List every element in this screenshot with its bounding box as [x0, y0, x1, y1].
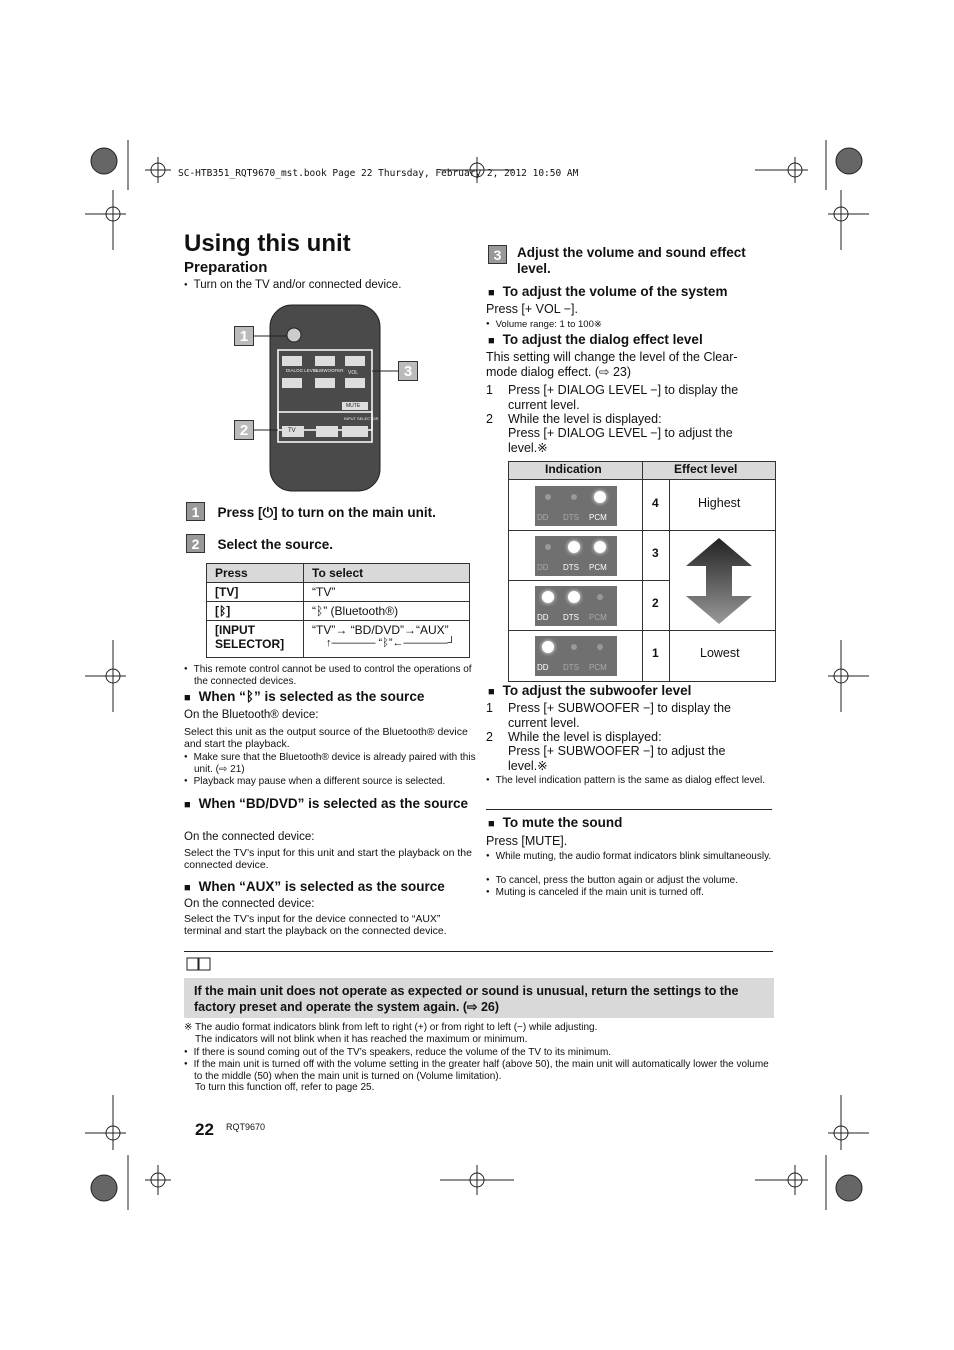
mute-press: Press [MUTE]. [486, 834, 568, 848]
led-off [597, 644, 603, 650]
indicator-label: DTS [563, 663, 579, 672]
bt-text: Select this unit as the output source of the Bluetooth® device and start the playback. [184, 726, 468, 750]
book-icon [186, 957, 212, 971]
cell-press: [INPUT SELECTOR] [207, 621, 304, 658]
cell-select: “ᛒ” (Bluetooth®) [304, 602, 470, 621]
sub-step-2a: While the level is displayed: [508, 730, 662, 744]
sub-heading: ■ To adjust the subwoofer level [488, 683, 691, 698]
indicator-label: DD [537, 613, 549, 622]
mute-button-label: MUTE [346, 403, 361, 409]
cycle-text: “TV”→ “BD/DVD”→“AUX” [312, 623, 449, 637]
callout-1: 1 [234, 326, 254, 346]
bt-sub: On the Bluetooth® device: [184, 709, 319, 721]
bd-sub: On the connected device: [184, 831, 315, 843]
mute-bullet-1: ● While muting, the audio format indicators blink simultaneously. [486, 850, 776, 863]
dialog-text: This setting will change the level of the Clear-mode dialog effect. (⇨ 23) [486, 350, 738, 379]
mute-heading: ■ To mute the sound [488, 815, 622, 830]
warning-text: If the main unit does not operate as expected or sound is unusual, return the settings to the factory preset and operate the system again. (⇨ 26) [194, 984, 739, 1014]
bt-heading: ■ When “ᛒ” is selected as the source [184, 689, 424, 704]
led-on [568, 591, 580, 603]
indicator-label: DTS [563, 563, 579, 572]
led-off [545, 544, 551, 550]
mute-bullet-3: ● Muting is canceled if the main unit is turned off. [486, 886, 776, 899]
cycle-loop: ↑———— “ᛒ”←————┘ [326, 637, 456, 649]
remote-illustration [230, 300, 430, 495]
indicator-row-3 [535, 536, 617, 576]
preparation-heading: Preparation [184, 259, 268, 276]
callout-3: 3 [398, 361, 418, 381]
led-off [571, 644, 577, 650]
cell-select [304, 621, 470, 658]
step-2 [186, 534, 333, 554]
source-table [206, 563, 470, 658]
led-on [542, 641, 554, 653]
dialog-step-1: Press [+ DIALOG LEVEL −] to display the current level. [508, 383, 739, 412]
page-number: 22 [195, 1120, 214, 1139]
bt-bullet-2: ● Playback may pause when a different source is selected. [184, 775, 484, 788]
dialog-step-2-num: 2 [486, 412, 493, 426]
step-1-number: 1 [186, 502, 205, 521]
file-header: SC-HTB351_RQT9670_mst.book Page 22 Thursday, February 2, 2012 10:50 AM [178, 168, 579, 179]
th-press: Press [207, 564, 304, 583]
indicator-label: PCM [589, 663, 607, 672]
indicator-label: PCM [589, 513, 607, 522]
indicator-label: PCM [589, 613, 607, 622]
remote-note: ● This remote control cannot be used to control the operations of the connected devices. [184, 663, 480, 688]
note-1: ※ The audio format indicators blink from left to right (+) or from right to left (−) while adjusting. [184, 1022, 598, 1033]
indicator-row-4 [535, 486, 617, 526]
cell-press: [ᛒ] [207, 602, 304, 621]
indicator-row-1 [535, 636, 617, 676]
led-on [542, 591, 554, 603]
level-4-label: Highest [698, 496, 741, 510]
step-1-text: Press [⏻] to turn on the main unit. [217, 505, 436, 520]
sub-step-1: Press [+ SUBWOOFER −] to display the current level. [508, 701, 731, 730]
dialog-heading: ■ To adjust the dialog effect level [488, 332, 703, 347]
cell-press: [TV] [207, 583, 304, 602]
th-to-select: To select [304, 564, 470, 583]
level-2: 2 [652, 596, 659, 610]
page-title: Using this unit [184, 230, 351, 257]
sub-note: ● The level indication pattern is the same as dialog effect level. [486, 774, 776, 787]
dialog-step-1-num: 1 [486, 383, 493, 397]
subwoofer-label: SUBWOOFER [314, 368, 344, 373]
doc-code: RQT9670 [226, 1122, 266, 1132]
level-4: 4 [652, 496, 659, 510]
indicator-label: PCM [589, 563, 607, 572]
dialog-level-label: DIALOG LEVEL [286, 368, 319, 373]
indicator-label: DTS [563, 613, 579, 622]
callout-2: 2 [234, 420, 254, 440]
sub-step-1-num: 1 [486, 701, 493, 715]
level-1: 1 [652, 646, 659, 660]
sub-step-2b: Press [+ SUBWOOFER −] to adjust the level.※ [508, 744, 726, 773]
vol-label: VOL [348, 370, 359, 376]
vol-range: ● Volume range: 1 to 100※ [486, 318, 602, 331]
note-2: ● If there is sound coming out of the TV’s speakers, reduce the volume of the TV to its minimum. [184, 1046, 784, 1059]
preparation-bullet: ● Turn on the TV and/or connected device. [184, 278, 401, 293]
aux-sub: On the connected device: [184, 898, 315, 910]
led-on [594, 491, 606, 503]
effect-table [508, 461, 776, 682]
cell-select: “TV” [304, 583, 470, 602]
note-3: ● If the main unit is turned off with the volume setting in the greater half (above 50), the main unit will automatically lower the volume to the middle (50) when the main unit is turned on (Volume limitation). [184, 1058, 774, 1083]
led-on [568, 541, 580, 553]
tv-button-label: TV [288, 428, 296, 434]
dialog-step-2b: Press [+ DIALOG LEVEL −] to adjust the level.※ [508, 426, 733, 455]
note-3b: To turn this function off, refer to page 25. [195, 1082, 375, 1093]
indicator-label: DTS [563, 513, 579, 522]
up-down-arrow [684, 536, 754, 626]
led-off [571, 494, 577, 500]
led-on [594, 541, 606, 553]
level-3: 3 [652, 546, 659, 560]
step-2-number: 2 [186, 534, 205, 553]
indicator-label: DD [537, 563, 549, 572]
input-selector-label: INPUT SELECTOR [344, 416, 379, 421]
bd-text: Select the TV’s input for this unit and start the playback on the connected device. [184, 847, 472, 871]
warning-box [184, 978, 774, 1018]
vol-heading: ■ To adjust the volume of the system [488, 284, 727, 299]
aux-text: Select the TV’s input for the device connected to “AUX” terminal and start the playback on the connected device. [184, 913, 447, 937]
aux-heading: ■ When “AUX” is selected as the source [184, 879, 445, 894]
th-indication: Indication [545, 462, 602, 476]
step-2-text: Select the source. [217, 537, 334, 552]
indicator-label: DD [537, 663, 549, 672]
sub-step-2-num: 2 [486, 730, 493, 744]
indicator-row-2 [535, 586, 617, 626]
note-1b: The indicators will not blink when it has reached the maximum or minimum. [195, 1034, 528, 1045]
bd-heading: ■ When “BD/DVD” is selected as the source [184, 795, 474, 814]
step-3-text: Adjust the volume and sound effect level. [517, 245, 746, 276]
step-3-number: 3 [488, 245, 507, 264]
led-off [597, 594, 603, 600]
step-3 [488, 245, 778, 277]
dialog-step-2a: While the level is displayed: [508, 412, 662, 426]
remote-drawing [230, 300, 430, 495]
step-1 [186, 502, 436, 522]
mute-bullet-2: ● To cancel, press the button again or adjust the volume. [486, 874, 776, 887]
level-1-label: Lowest [700, 646, 740, 660]
indicator-label: DD [537, 513, 549, 522]
th-effect-level: Effect level [674, 462, 738, 476]
vol-press: Press [+ VOL −]. [486, 302, 578, 316]
led-off [545, 494, 551, 500]
bt-bullet-1: ● Make sure that the Bluetooth® device is already paired with this unit. (⇨ 21) [184, 751, 484, 776]
